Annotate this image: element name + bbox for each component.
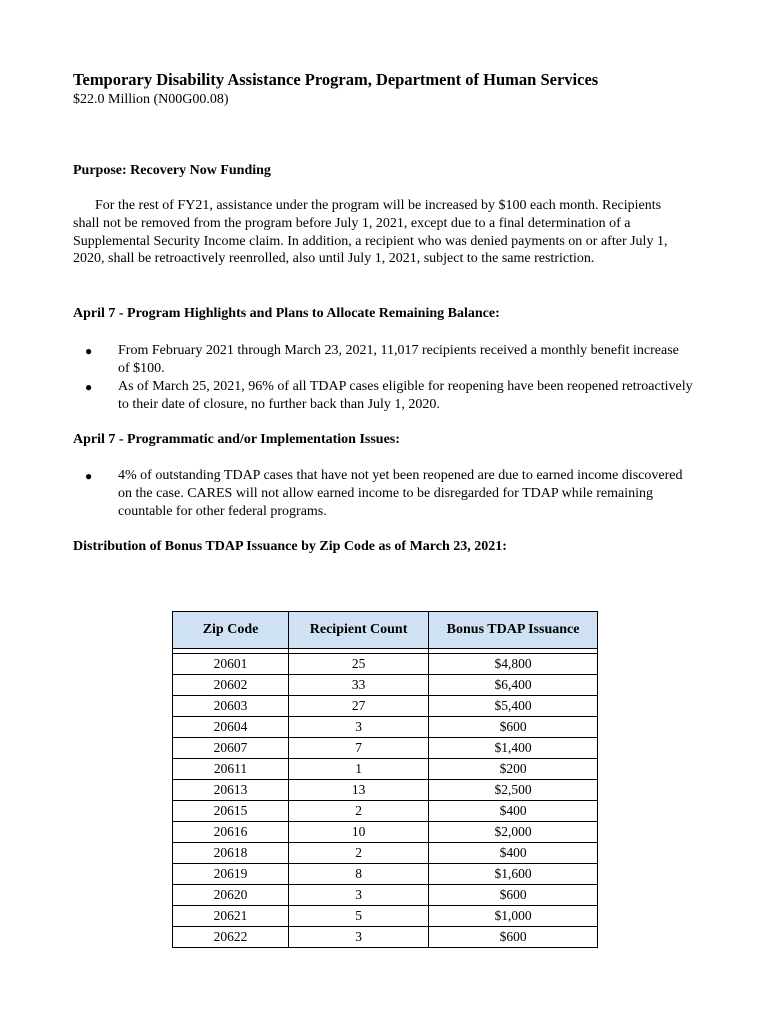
recipient-count-cell: 1 — [289, 759, 429, 780]
bonus-issuance-cell: $400 — [429, 843, 598, 864]
zip-code-cell: 20603 — [173, 696, 289, 717]
bullet-icon: ● — [85, 344, 93, 358]
recipient-count-cell: 5 — [289, 906, 429, 927]
recipient-count-cell: 33 — [289, 675, 429, 696]
purpose-heading: Purpose: Recovery Now Funding — [73, 163, 271, 178]
zip-code-cell: 20607 — [173, 738, 289, 759]
distribution-heading: Distribution of Bonus TDAP Issuance by Zip Code as of March 23, 2021: — [73, 539, 507, 554]
table-row — [173, 675, 598, 696]
recipient-count-cell: 10 — [289, 822, 429, 843]
bonus-issuance-cell: $2,000 — [429, 822, 598, 843]
table-row — [173, 738, 598, 759]
zip-code-cell: 20615 — [173, 801, 289, 822]
recipient-count-cell: 7 — [289, 738, 429, 759]
table-row — [173, 801, 598, 822]
highlights-list — [73, 342, 693, 414]
table-row — [173, 885, 598, 906]
table-row — [173, 780, 598, 801]
table-row — [173, 654, 598, 675]
recipient-count-cell: 25 — [289, 654, 429, 675]
highlight-item — [73, 378, 693, 414]
table-row — [173, 927, 598, 948]
header-bonus-issuance: Bonus TDAP Issuance — [429, 612, 598, 649]
table-header-row — [173, 612, 598, 649]
recipient-count-cell: 3 — [289, 927, 429, 948]
bonus-issuance-cell: $400 — [429, 801, 598, 822]
table-row — [173, 864, 598, 885]
zip-code-cell: 20602 — [173, 675, 289, 696]
zip-code-cell: 20622 — [173, 927, 289, 948]
header-recipient-count: Recipient Count — [289, 612, 429, 649]
recipient-count-cell: 8 — [289, 864, 429, 885]
table-row — [173, 717, 598, 738]
issues-heading: April 7 - Programmatic and/or Implementation Issues: — [73, 432, 400, 447]
recipient-count-cell: 2 — [289, 843, 429, 864]
issues-list — [73, 467, 693, 521]
zip-code-cell: 20621 — [173, 906, 289, 927]
header-zip-code: Zip Code — [173, 612, 289, 649]
table-row — [173, 843, 598, 864]
bonus-issuance-cell: $1,600 — [429, 864, 598, 885]
table-row — [173, 906, 598, 927]
table-row — [173, 822, 598, 843]
zip-code-cell: 20618 — [173, 843, 289, 864]
recipient-count-cell: 13 — [289, 780, 429, 801]
issue-item — [73, 467, 693, 521]
bullet-icon: ● — [85, 469, 93, 483]
bonus-issuance-cell: $4,800 — [429, 654, 598, 675]
bonus-issuance-cell: $5,400 — [429, 696, 598, 717]
zip-code-cell: 20611 — [173, 759, 289, 780]
table-row — [173, 696, 598, 717]
document-subtitle: $22.0 Million (N00G00.08) — [73, 92, 229, 107]
zip-code-cell: 20616 — [173, 822, 289, 843]
bonus-issuance-cell: $1,400 — [429, 738, 598, 759]
document-title: Temporary Disability Assistance Program, Department of Human Services — [73, 70, 599, 89]
highlights-heading: April 7 - Program Highlights and Plans to Allocate Remaining Balance: — [73, 306, 500, 321]
bonus-issuance-cell: $2,500 — [429, 780, 598, 801]
zip-code-cell: 20620 — [173, 885, 289, 906]
bonus-issuance-cell: $1,000 — [429, 906, 598, 927]
bonus-issuance-cell: $200 — [429, 759, 598, 780]
bonus-issuance-cell: $6,400 — [429, 675, 598, 696]
zip-code-cell: 20604 — [173, 717, 289, 738]
bonus-issuance-cell: $600 — [429, 885, 598, 906]
zip-code-cell: 20601 — [173, 654, 289, 675]
bonus-issuance-cell: $600 — [429, 717, 598, 738]
table-row — [173, 759, 598, 780]
zip-code-cell: 20613 — [173, 780, 289, 801]
issue-text: 4% of outstanding TDAP cases that have not yet been reopened are due to earned income discovered on the case. CARES will not allow earned income to be disregarded for TDAP while remaining countable for other federal programs. — [118, 468, 683, 519]
table-body — [173, 649, 598, 948]
highlight-text: From February 2021 through March 23, 2021, 11,017 recipients received a monthly benefit increase of $100. — [118, 343, 679, 376]
bullet-icon: ● — [85, 380, 93, 394]
highlight-item — [73, 342, 693, 378]
highlight-text: As of March 25, 2021, 96% of all TDAP cases eligible for reopening have been reopened retroactively to their date of closure, no further back than July 1, 2020. — [118, 379, 693, 412]
zip-distribution-table — [172, 611, 598, 948]
recipient-count-cell: 3 — [289, 885, 429, 906]
recipient-count-cell: 27 — [289, 696, 429, 717]
recipient-count-cell: 2 — [289, 801, 429, 822]
bonus-issuance-cell: $600 — [429, 927, 598, 948]
recipient-count-cell: 3 — [289, 717, 429, 738]
zip-code-cell: 20619 — [173, 864, 289, 885]
purpose-paragraph: For the rest of FY21, assistance under the program will be increased by $100 each month. Recipients shall not be removed from the program before July 1, 2021, except due to a final determination of a Supplemental Security Income claim. In addition, a recipient who was denied payments on or after July 1, 2020, shall be retroactively reenrolled, also until July 1, 2021, subject to the same restriction. — [73, 198, 668, 267]
